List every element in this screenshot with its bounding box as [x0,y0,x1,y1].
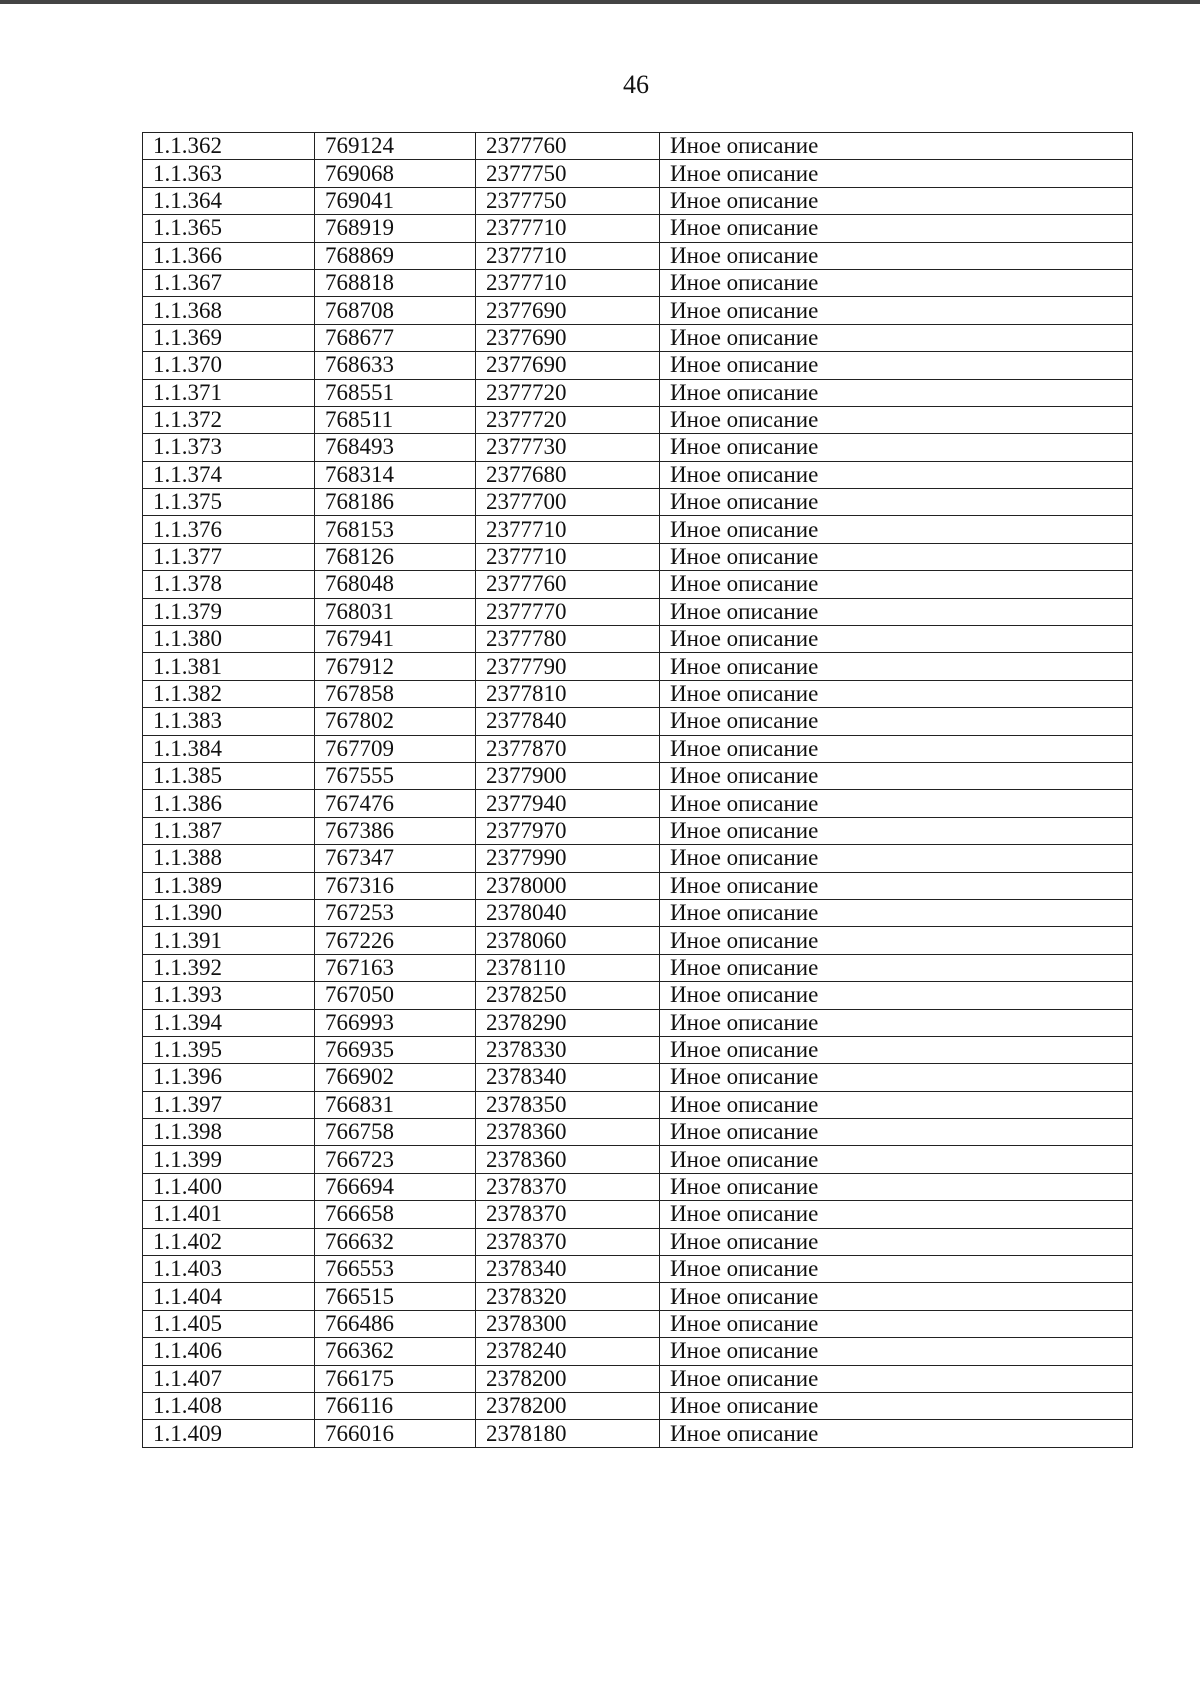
x-coordinate-cell: 766362 [315,1338,476,1365]
y-coordinate-cell: 2378320 [476,1283,660,1310]
x-coordinate-cell: 767709 [315,735,476,762]
y-coordinate-cell: 2377700 [476,489,660,516]
point-number-cell: 1.1.375 [143,489,315,516]
point-number-cell: 1.1.366 [143,242,315,269]
point-number-cell: 1.1.392 [143,954,315,981]
table-row [143,1173,1133,1200]
point-number-cell: 1.1.381 [143,653,315,680]
description-cell: Иное описание [660,1228,1133,1255]
table-row [143,242,1133,269]
table-row [143,1009,1133,1036]
point-number-cell: 1.1.401 [143,1201,315,1228]
x-coordinate-cell: 767802 [315,708,476,735]
description-cell: Иное описание [660,927,1133,954]
x-coordinate-cell: 766935 [315,1036,476,1063]
table-row [143,379,1133,406]
description-cell: Иное описание [660,1256,1133,1283]
point-number-cell: 1.1.397 [143,1091,315,1118]
table-row [143,489,1133,516]
description-cell: Иное описание [660,133,1133,160]
description-cell: Иное описание [660,899,1133,926]
y-coordinate-cell: 2377710 [476,543,660,570]
point-number-cell: 1.1.406 [143,1338,315,1365]
description-cell: Иное описание [660,1173,1133,1200]
x-coordinate-cell: 768126 [315,543,476,570]
description-cell: Иное описание [660,516,1133,543]
y-coordinate-cell: 2378110 [476,954,660,981]
table-row [143,927,1133,954]
description-cell: Иное описание [660,352,1133,379]
table-row [143,516,1133,543]
point-number-cell: 1.1.367 [143,269,315,296]
y-coordinate-cell: 2377710 [476,269,660,296]
description-cell: Иное описание [660,1009,1133,1036]
table-row [143,790,1133,817]
y-coordinate-cell: 2378370 [476,1228,660,1255]
y-coordinate-cell: 2377810 [476,680,660,707]
table-row [143,133,1133,160]
x-coordinate-cell: 767386 [315,817,476,844]
point-number-cell: 1.1.368 [143,297,315,324]
y-coordinate-cell: 2378240 [476,1338,660,1365]
description-cell: Иное описание [660,598,1133,625]
y-coordinate-cell: 2377760 [476,133,660,160]
y-coordinate-cell: 2377750 [476,160,660,187]
description-cell: Иное описание [660,954,1133,981]
description-cell: Иное описание [660,872,1133,899]
x-coordinate-cell: 766758 [315,1119,476,1146]
y-coordinate-cell: 2377990 [476,845,660,872]
point-number-cell: 1.1.383 [143,708,315,735]
y-coordinate-cell: 2378040 [476,899,660,926]
table-row [143,461,1133,488]
description-cell: Иное описание [660,982,1133,1009]
y-coordinate-cell: 2377690 [476,352,660,379]
x-coordinate-cell: 767858 [315,680,476,707]
x-coordinate-cell: 766515 [315,1283,476,1310]
description-cell: Иное описание [660,1146,1133,1173]
description-cell: Иное описание [660,653,1133,680]
description-cell: Иное описание [660,1091,1133,1118]
point-number-cell: 1.1.363 [143,160,315,187]
table-row [143,845,1133,872]
point-number-cell: 1.1.374 [143,461,315,488]
x-coordinate-cell: 766175 [315,1365,476,1392]
description-cell: Иное описание [660,735,1133,762]
x-coordinate-cell: 767316 [315,872,476,899]
x-coordinate-cell: 769124 [315,133,476,160]
x-coordinate-cell: 766658 [315,1201,476,1228]
y-coordinate-cell: 2378340 [476,1064,660,1091]
table-row [143,817,1133,844]
point-number-cell: 1.1.390 [143,899,315,926]
y-coordinate-cell: 2377970 [476,817,660,844]
table-row [143,406,1133,433]
point-number-cell: 1.1.388 [143,845,315,872]
description-cell: Иное описание [660,1283,1133,1310]
table-row [143,1283,1133,1310]
point-number-cell: 1.1.396 [143,1064,315,1091]
description-cell: Иное описание [660,762,1133,789]
table-row [143,215,1133,242]
y-coordinate-cell: 2378330 [476,1036,660,1063]
y-coordinate-cell: 2378180 [476,1420,660,1447]
description-cell: Иное описание [660,1338,1133,1365]
x-coordinate-cell: 768153 [315,516,476,543]
table-row [143,269,1133,296]
x-coordinate-cell: 769068 [315,160,476,187]
point-number-cell: 1.1.394 [143,1009,315,1036]
coordinates-table-body [143,133,1133,1448]
y-coordinate-cell: 2377900 [476,762,660,789]
y-coordinate-cell: 2377690 [476,324,660,351]
point-number-cell: 1.1.399 [143,1146,315,1173]
table-row [143,571,1133,598]
point-number-cell: 1.1.403 [143,1256,315,1283]
table-row [143,1091,1133,1118]
y-coordinate-cell: 2377690 [476,297,660,324]
table-row [143,1201,1133,1228]
x-coordinate-cell: 766694 [315,1173,476,1200]
description-cell: Иное описание [660,269,1133,296]
y-coordinate-cell: 2378370 [476,1201,660,1228]
point-number-cell: 1.1.395 [143,1036,315,1063]
table-row [143,1338,1133,1365]
x-coordinate-cell: 766486 [315,1310,476,1337]
point-number-cell: 1.1.384 [143,735,315,762]
y-coordinate-cell: 2378370 [476,1173,660,1200]
description-cell: Иное описание [660,1119,1133,1146]
point-number-cell: 1.1.389 [143,872,315,899]
point-number-cell: 1.1.386 [143,790,315,817]
y-coordinate-cell: 2378200 [476,1365,660,1392]
y-coordinate-cell: 2377870 [476,735,660,762]
description-cell: Иное описание [660,1420,1133,1447]
description-cell: Иное описание [660,1310,1133,1337]
table-row [143,1365,1133,1392]
description-cell: Иное описание [660,461,1133,488]
table-row [143,324,1133,351]
y-coordinate-cell: 2378340 [476,1256,660,1283]
y-coordinate-cell: 2377720 [476,406,660,433]
point-number-cell: 1.1.371 [143,379,315,406]
table-row [143,297,1133,324]
table-row [143,708,1133,735]
table-row [143,872,1133,899]
table-row [143,1310,1133,1337]
x-coordinate-cell: 766723 [315,1146,476,1173]
point-number-cell: 1.1.380 [143,626,315,653]
table-row [143,626,1133,653]
point-number-cell: 1.1.404 [143,1283,315,1310]
x-coordinate-cell: 766632 [315,1228,476,1255]
y-coordinate-cell: 2378350 [476,1091,660,1118]
x-coordinate-cell: 768048 [315,571,476,598]
x-coordinate-cell: 768677 [315,324,476,351]
table-row [143,680,1133,707]
point-number-cell: 1.1.370 [143,352,315,379]
x-coordinate-cell: 767226 [315,927,476,954]
x-coordinate-cell: 766993 [315,1009,476,1036]
y-coordinate-cell: 2377840 [476,708,660,735]
coordinates-table [142,132,1133,1448]
y-coordinate-cell: 2378200 [476,1392,660,1419]
y-coordinate-cell: 2378300 [476,1310,660,1337]
description-cell: Иное описание [660,187,1133,214]
x-coordinate-cell: 767253 [315,899,476,926]
description-cell: Иное описание [660,845,1133,872]
description-cell: Иное описание [660,1201,1133,1228]
table-row [143,434,1133,461]
point-number-cell: 1.1.382 [143,680,315,707]
point-number-cell: 1.1.362 [143,133,315,160]
point-number-cell: 1.1.378 [143,571,315,598]
point-number-cell: 1.1.393 [143,982,315,1009]
table-row [143,899,1133,926]
description-cell: Иное описание [660,379,1133,406]
x-coordinate-cell: 768511 [315,406,476,433]
y-coordinate-cell: 2377760 [476,571,660,598]
description-cell: Иное описание [660,571,1133,598]
point-number-cell: 1.1.409 [143,1420,315,1447]
y-coordinate-cell: 2378360 [476,1146,660,1173]
y-coordinate-cell: 2377710 [476,215,660,242]
table-row [143,954,1133,981]
x-coordinate-cell: 766553 [315,1256,476,1283]
y-coordinate-cell: 2377680 [476,461,660,488]
point-number-cell: 1.1.400 [143,1173,315,1200]
description-cell: Иное описание [660,790,1133,817]
x-coordinate-cell: 766116 [315,1392,476,1419]
description-cell: Иное описание [660,680,1133,707]
y-coordinate-cell: 2377750 [476,187,660,214]
description-cell: Иное описание [660,1392,1133,1419]
table-row [143,1036,1133,1063]
x-coordinate-cell: 766016 [315,1420,476,1447]
table-row [143,762,1133,789]
table-row [143,352,1133,379]
x-coordinate-cell: 768551 [315,379,476,406]
y-coordinate-cell: 2377770 [476,598,660,625]
description-cell: Иное описание [660,297,1133,324]
description-cell: Иное описание [660,324,1133,351]
table-row [143,982,1133,1009]
table-row [143,598,1133,625]
point-number-cell: 1.1.369 [143,324,315,351]
description-cell: Иное описание [660,626,1133,653]
x-coordinate-cell: 768869 [315,242,476,269]
point-number-cell: 1.1.408 [143,1392,315,1419]
y-coordinate-cell: 2378250 [476,982,660,1009]
point-number-cell: 1.1.391 [143,927,315,954]
y-coordinate-cell: 2378060 [476,927,660,954]
point-number-cell: 1.1.364 [143,187,315,214]
x-coordinate-cell: 767555 [315,762,476,789]
point-number-cell: 1.1.385 [143,762,315,789]
description-cell: Иное описание [660,1064,1133,1091]
table-row [143,1119,1133,1146]
x-coordinate-cell: 768818 [315,269,476,296]
scan-edge-top [0,0,1200,4]
table-row [143,1228,1133,1255]
point-number-cell: 1.1.372 [143,406,315,433]
table-row [143,187,1133,214]
description-cell: Иное описание [660,242,1133,269]
x-coordinate-cell: 768633 [315,352,476,379]
table-row [143,1064,1133,1091]
point-number-cell: 1.1.365 [143,215,315,242]
x-coordinate-cell: 768919 [315,215,476,242]
point-number-cell: 1.1.376 [143,516,315,543]
point-number-cell: 1.1.377 [143,543,315,570]
point-number-cell: 1.1.407 [143,1365,315,1392]
point-number-cell: 1.1.379 [143,598,315,625]
description-cell: Иное описание [660,489,1133,516]
table-row [143,735,1133,762]
point-number-cell: 1.1.398 [143,1119,315,1146]
table-row [143,1256,1133,1283]
table-row [143,1392,1133,1419]
description-cell: Иное описание [660,1036,1133,1063]
point-number-cell: 1.1.402 [143,1228,315,1255]
description-cell: Иное описание [660,708,1133,735]
x-coordinate-cell: 768493 [315,434,476,461]
x-coordinate-cell: 768708 [315,297,476,324]
point-number-cell: 1.1.373 [143,434,315,461]
x-coordinate-cell: 767050 [315,982,476,1009]
description-cell: Иное описание [660,1365,1133,1392]
description-cell: Иное описание [660,543,1133,570]
x-coordinate-cell: 768186 [315,489,476,516]
x-coordinate-cell: 767163 [315,954,476,981]
description-cell: Иное описание [660,406,1133,433]
table-row [143,543,1133,570]
point-number-cell: 1.1.387 [143,817,315,844]
x-coordinate-cell: 766902 [315,1064,476,1091]
page-number: 46 [623,70,649,99]
y-coordinate-cell: 2378290 [476,1009,660,1036]
description-cell: Иное описание [660,817,1133,844]
x-coordinate-cell: 767347 [315,845,476,872]
description-cell: Иное описание [660,434,1133,461]
y-coordinate-cell: 2377710 [476,242,660,269]
x-coordinate-cell: 767476 [315,790,476,817]
x-coordinate-cell: 767941 [315,626,476,653]
description-cell: Иное описание [660,160,1133,187]
y-coordinate-cell: 2377940 [476,790,660,817]
table-row [143,653,1133,680]
description-cell: Иное описание [660,215,1133,242]
table-row [143,1420,1133,1447]
x-coordinate-cell: 769041 [315,187,476,214]
y-coordinate-cell: 2377780 [476,626,660,653]
y-coordinate-cell: 2377720 [476,379,660,406]
y-coordinate-cell: 2377730 [476,434,660,461]
table-row [143,160,1133,187]
y-coordinate-cell: 2378360 [476,1119,660,1146]
x-coordinate-cell: 768031 [315,598,476,625]
point-number-cell: 1.1.405 [143,1310,315,1337]
x-coordinate-cell: 767912 [315,653,476,680]
x-coordinate-cell: 768314 [315,461,476,488]
table-row [143,1146,1133,1173]
y-coordinate-cell: 2378000 [476,872,660,899]
x-coordinate-cell: 766831 [315,1091,476,1118]
y-coordinate-cell: 2377790 [476,653,660,680]
y-coordinate-cell: 2377710 [476,516,660,543]
